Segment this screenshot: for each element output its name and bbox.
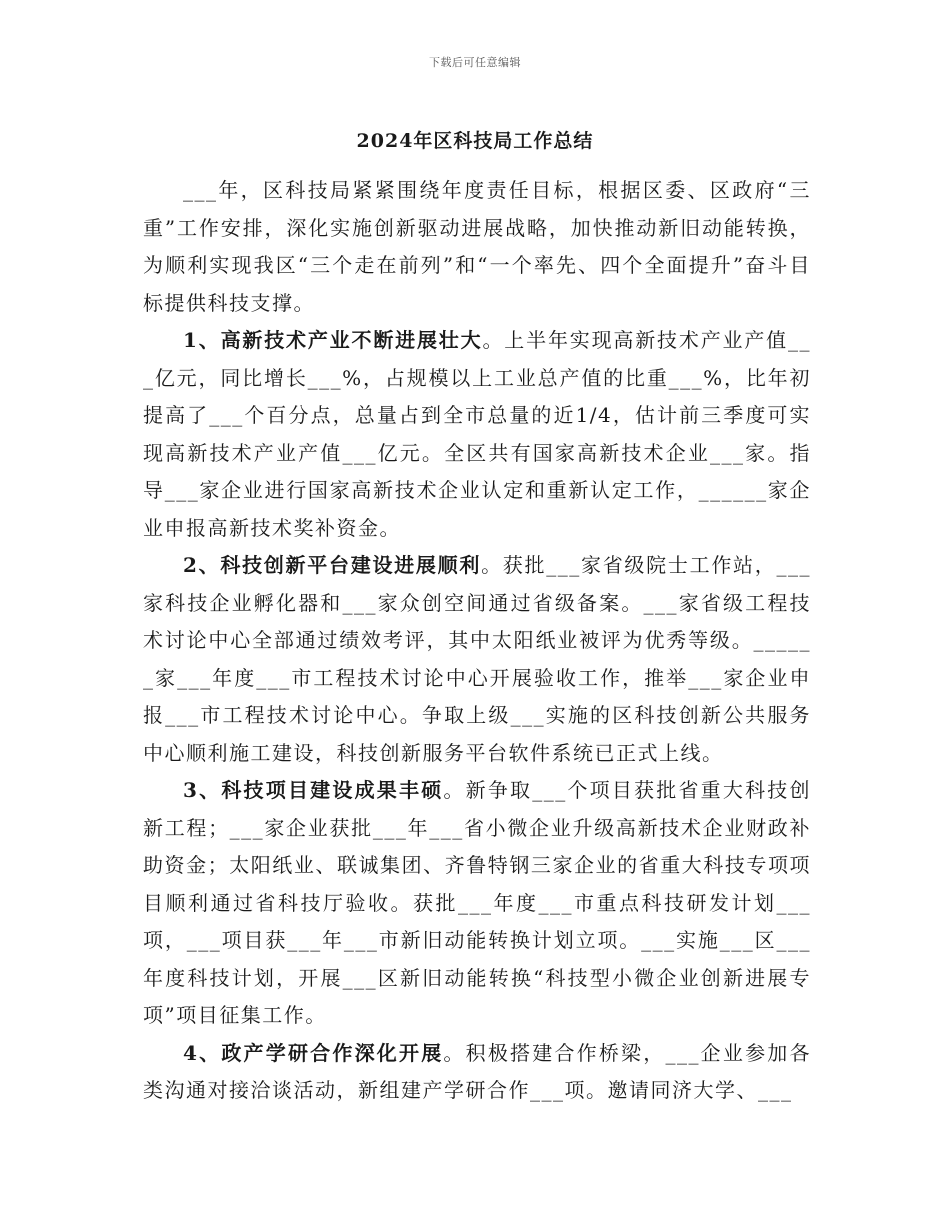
header-note: 下载后可任意编辑 bbox=[429, 56, 521, 69]
page-title: 2024年区科技局工作总结 bbox=[356, 130, 594, 152]
paragraph-heading: 4、政产学研合作深化开展 bbox=[183, 1040, 444, 1065]
paragraph-high-tech-industry bbox=[143, 322, 811, 547]
paragraph-heading: 3、科技项目建设成果丰硕 bbox=[183, 778, 444, 802]
paragraph-intro bbox=[143, 172, 811, 322]
paragraph-industry-academia bbox=[143, 1035, 811, 1110]
paragraph-text: 。上半年实现高新技术产业产值___亿元，同比增长___%，占规模以上工业总产值的比重___%，比年初提高了___个百分点，总量占到全市总量的近1/4，估计前三季度可实现高新技术产业产值___亿元。全区共有国家高新技术企业___家。指导___家企业进行国家高新技术企业认定和重新认定工作，______家企业申报高新技术奖补资金。 bbox=[143, 328, 812, 540]
paragraph-text: 。获批___家省级院士工作站，___家科技企业孵化器和___家众创空间通过省级备案。___家省级工程技术讨论中心全部通过绩效考评，其中太阳纸业被评为优秀等级。______家___年度___市工程技术讨论中心开展验收工作，推举___家企业申报___市工程技术讨论中心。争取上级___实施的区科技创新公共服务中心顺利施工建设，科技创新服务平台软件系统已正式上线。 bbox=[143, 553, 812, 765]
document-body bbox=[143, 172, 811, 1110]
paragraph-heading: 2、科技创新平台建设进展顺利 bbox=[183, 553, 482, 577]
paragraph-text: 。积极搭建合作桥梁，___企业参加各类沟通对接洽谈活动，新组建产学研合作___项。邀请同济大学、___ bbox=[143, 1040, 812, 1102]
paragraph-innovation-platform bbox=[143, 547, 811, 772]
paragraph-text: ___年，区科技局紧紧围绕年度责任目标，根据区委、区政府“三重”工作安排，深化实施创新驱动进展战略，加快推动新旧动能转换，为顺利实现我区“三个走在前列”和“一个率先、四个全面提升”奋斗目标提供科技支撑。 bbox=[143, 178, 811, 315]
paragraph-text: 。新争取___个项目获批省重大科技创新工程；___家企业获批___年___省小微企业升级高新技术企业财政补助资金；太阳纸业、联诚集团、齐鲁特钢三家企业的省重大科技专项项目顺利通过省科技厅验收。获批___年度___市重点科技研发计划___项，___项目获___年___市新旧动能转换计划立项。___实施___区___年度科技计划，开展___区新旧动能转换“科技型小微企业创新进展专项”项目征集工作。 bbox=[143, 778, 812, 1027]
paragraph-tech-projects bbox=[143, 772, 811, 1035]
paragraph-heading: 1、高新技术产业不断进展壮大 bbox=[183, 328, 483, 352]
